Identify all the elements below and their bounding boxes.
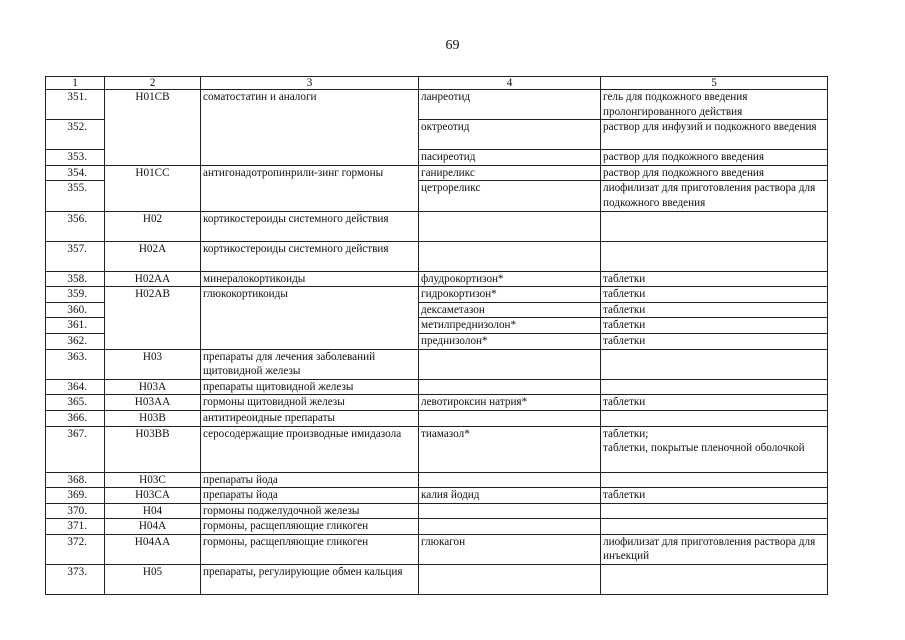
table-row	[46, 534, 828, 564]
row-number-cell: 359.	[46, 287, 105, 303]
drug-name-cell: тиамазол*	[419, 426, 601, 472]
dosage-form-cell: таблетки; таблетки, покрытые пленочной оболочкой	[601, 426, 828, 472]
drug-name-cell: преднизолон*	[419, 333, 601, 349]
header-col-5: 5	[601, 77, 828, 90]
table-row	[46, 90, 828, 120]
row-number-cell: 370.	[46, 503, 105, 519]
atc-code-cell: H03C	[105, 472, 201, 488]
atc-code-cell: H02	[105, 211, 201, 241]
row-number-cell: 356.	[46, 211, 105, 241]
pharm-group-cell: гормоны щитовидной железы	[201, 395, 419, 411]
drug-name-cell: ланреотид	[419, 90, 601, 120]
pharm-group-cell: гормоны, расщепляющие гликоген	[201, 534, 419, 564]
dosage-form-cell	[601, 503, 828, 519]
dosage-form-cell	[601, 349, 828, 379]
table-row	[46, 426, 828, 472]
row-number-cell: 368.	[46, 472, 105, 488]
dosage-form-cell: раствор для инфузий и подкожного введения	[601, 120, 828, 150]
row-number-cell: 363.	[46, 349, 105, 379]
pharm-group-cell: антитиреоидные препараты	[201, 410, 419, 426]
drug-name-cell: пасиреотид	[419, 150, 601, 166]
pharm-group-cell: антигонадотропинрили-зинг гормоны	[201, 165, 419, 211]
table-row	[46, 488, 828, 504]
row-number-cell: 361.	[46, 318, 105, 334]
table-body	[46, 90, 828, 595]
dosage-form-cell	[601, 519, 828, 535]
atc-code-cell: H03B	[105, 410, 201, 426]
dosage-form-cell: раствор для подкожного введения	[601, 165, 828, 181]
row-number-cell: 351.	[46, 90, 105, 120]
table-row	[46, 165, 828, 181]
drug-name-cell	[419, 503, 601, 519]
dosage-form-cell: таблетки	[601, 271, 828, 287]
pharm-group-cell: гормоны поджелудочной железы	[201, 503, 419, 519]
table-row	[46, 472, 828, 488]
row-number-cell: 357.	[46, 241, 105, 271]
header-col-3: 3	[201, 77, 419, 90]
dosage-form-cell: таблетки	[601, 488, 828, 504]
atc-code-cell: H02AB	[105, 287, 201, 349]
dosage-form-cell	[601, 379, 828, 395]
dosage-form-cell	[601, 211, 828, 241]
dosage-form-cell: раствор для подкожного введения	[601, 150, 828, 166]
atc-code-cell: H03	[105, 349, 201, 379]
drug-name-cell: цетрореликс	[419, 181, 601, 211]
pharm-group-cell: гормоны, расщепляющие гликоген	[201, 519, 419, 535]
dosage-form-cell: таблетки	[601, 302, 828, 318]
table-row	[46, 503, 828, 519]
drug-name-cell	[419, 241, 601, 271]
row-number-cell: 373.	[46, 565, 105, 595]
pharm-group-cell: кортикостероиды системного действия	[201, 241, 419, 271]
pharm-group-cell: соматостатин и аналоги	[201, 90, 419, 166]
dosage-form-cell	[601, 472, 828, 488]
atc-code-cell: H03AA	[105, 395, 201, 411]
dosage-form-cell: таблетки	[601, 395, 828, 411]
dosage-form-cell: таблетки	[601, 287, 828, 303]
pharm-group-cell: препараты йода	[201, 488, 419, 504]
page-number: 69	[445, 38, 460, 53]
drug-name-cell: дексаметазон	[419, 302, 601, 318]
header-col-1: 1	[46, 77, 105, 90]
header-col-2: 2	[105, 77, 201, 90]
drug-name-cell	[419, 379, 601, 395]
pharm-group-cell: препараты йода	[201, 472, 419, 488]
dosage-form-cell	[601, 565, 828, 595]
table-row	[46, 241, 828, 271]
dosage-form-cell: таблетки	[601, 318, 828, 334]
row-number-cell: 372.	[46, 534, 105, 564]
row-number-cell: 354.	[46, 165, 105, 181]
drug-name-cell: ганиреликс	[419, 165, 601, 181]
row-number-cell: 369.	[46, 488, 105, 504]
atc-code-cell: H04A	[105, 519, 201, 535]
drug-name-cell: метилпреднизолон*	[419, 318, 601, 334]
dosage-form-cell: таблетки	[601, 333, 828, 349]
header-row	[46, 77, 828, 90]
table-row	[46, 565, 828, 595]
atc-code-cell: H02A	[105, 241, 201, 271]
atc-code-cell: H03A	[105, 379, 201, 395]
drug-name-cell: гидрокортизон*	[419, 287, 601, 303]
drug-name-cell: левотироксин натрия*	[419, 395, 601, 411]
dosage-form-cell	[601, 410, 828, 426]
table-row	[46, 395, 828, 411]
row-number-cell: 358.	[46, 271, 105, 287]
row-number-cell: 355.	[46, 181, 105, 211]
row-number-cell: 367.	[46, 426, 105, 472]
table-row	[46, 410, 828, 426]
dosage-form-cell: лиофилизат для приготовления раствора для подкожного введения	[601, 181, 828, 211]
pharm-group-cell: минералокортикоиды	[201, 271, 419, 287]
drug-name-cell: флудрокортизон*	[419, 271, 601, 287]
drug-name-cell	[419, 410, 601, 426]
header-col-4: 4	[419, 77, 601, 90]
pharm-group-cell: серосодержащие производные имидазола	[201, 426, 419, 472]
atc-code-cell: H04AA	[105, 534, 201, 564]
row-number-cell: 360.	[46, 302, 105, 318]
atc-code-cell: H03BB	[105, 426, 201, 472]
dosage-form-cell: лиофилизат для приготовления раствора для инъекций	[601, 534, 828, 564]
row-number-cell: 366.	[46, 410, 105, 426]
table-row	[46, 349, 828, 379]
drug-name-cell	[419, 519, 601, 535]
drug-name-cell: октреотид	[419, 120, 601, 150]
drug-name-cell	[419, 349, 601, 379]
table-header	[46, 77, 828, 90]
atc-code-cell: H01CB	[105, 90, 201, 166]
drug-name-cell	[419, 211, 601, 241]
drug-name-cell	[419, 565, 601, 595]
row-number-cell: 371.	[46, 519, 105, 535]
table-row	[46, 211, 828, 241]
atc-code-cell: H01CC	[105, 165, 201, 211]
pharm-group-cell: кортикостероиды системного действия	[201, 211, 419, 241]
drug-name-cell: глюкагон	[419, 534, 601, 564]
row-number-cell: 353.	[46, 150, 105, 166]
pharm-group-cell: препараты, регулирующие обмен кальция	[201, 565, 419, 595]
pharm-group-cell: препараты для лечения заболеваний щитовидной железы	[201, 349, 419, 379]
drug-registry-table	[45, 76, 828, 595]
table-row	[46, 287, 828, 303]
row-number-cell: 365.	[46, 395, 105, 411]
table-row	[46, 379, 828, 395]
table-row	[46, 519, 828, 535]
pharm-group-cell: глюкокортикоиды	[201, 287, 419, 349]
row-number-cell: 364.	[46, 379, 105, 395]
atc-code-cell: H04	[105, 503, 201, 519]
drug-name-cell	[419, 472, 601, 488]
dosage-form-cell	[601, 241, 828, 271]
drug-name-cell: калия йодид	[419, 488, 601, 504]
row-number-cell: 362.	[46, 333, 105, 349]
atc-code-cell: H05	[105, 565, 201, 595]
row-number-cell: 352.	[46, 120, 105, 150]
pharm-group-cell: препараты щитовидной железы	[201, 379, 419, 395]
atc-code-cell: H02AA	[105, 271, 201, 287]
atc-code-cell: H03CA	[105, 488, 201, 504]
table-row	[46, 271, 828, 287]
dosage-form-cell: гель для подкожного введения пролонгированного действия	[601, 90, 828, 120]
